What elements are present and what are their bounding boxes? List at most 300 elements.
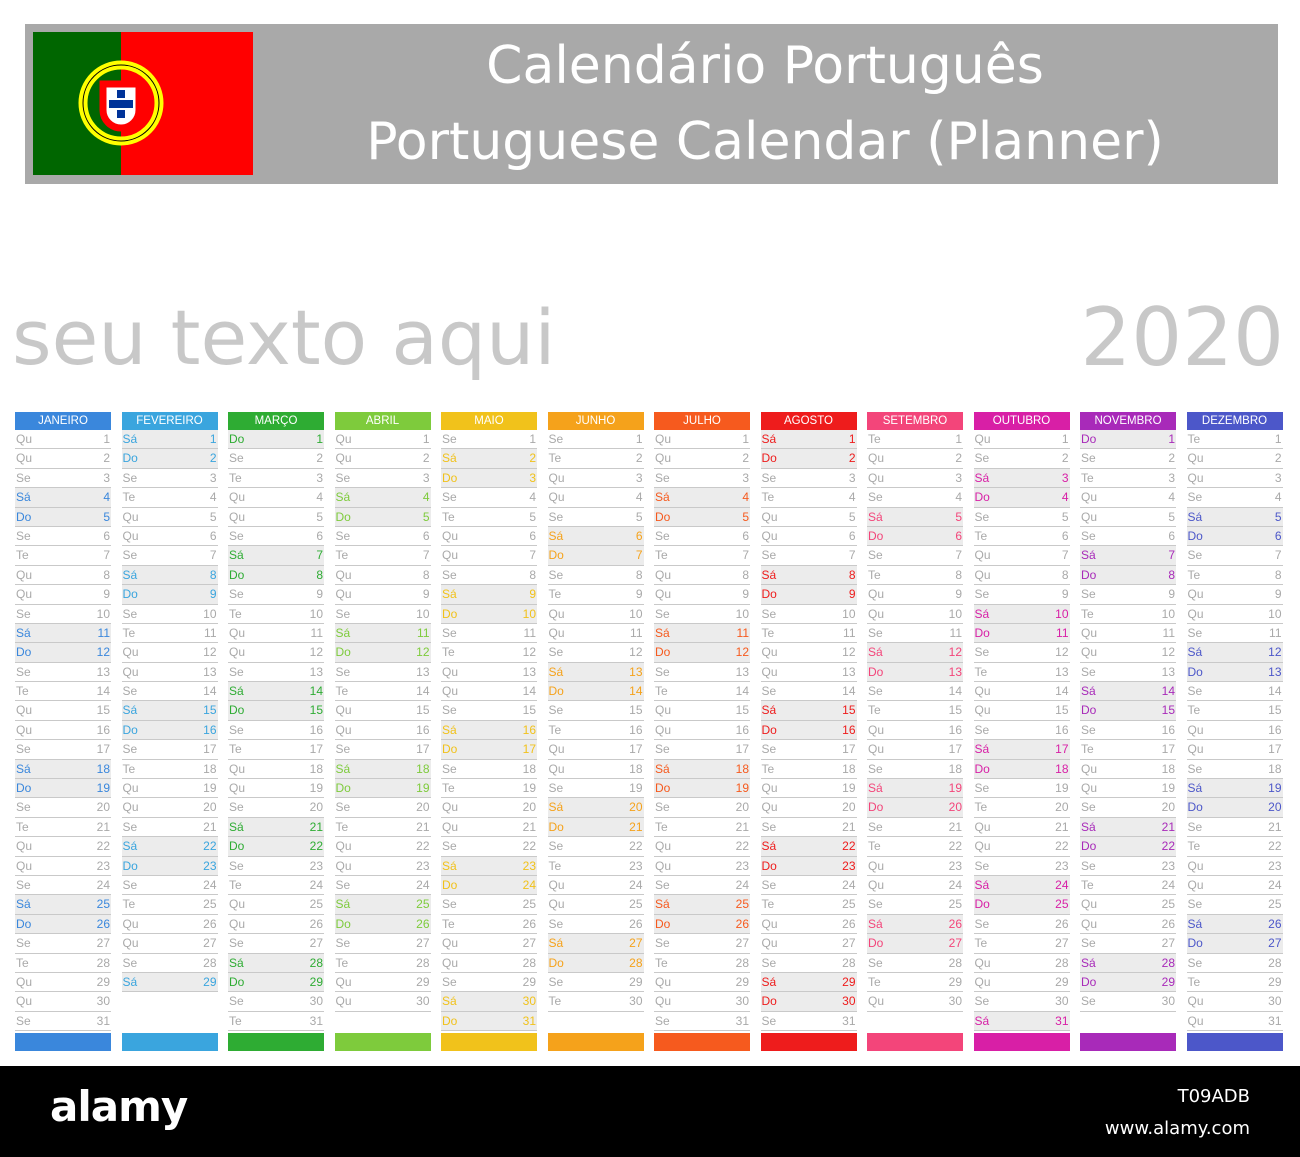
day-number: 13 <box>735 664 749 679</box>
day-number: 22 <box>1161 839 1175 854</box>
weekday-label: Qu <box>655 703 672 718</box>
day-row <box>122 915 218 934</box>
weekday-label: Se <box>16 606 31 621</box>
day-row <box>1080 701 1176 720</box>
weekday-label: Se <box>229 722 244 737</box>
day-number: 10 <box>416 606 430 621</box>
day-number: 8 <box>742 567 749 582</box>
day-number: 8 <box>955 567 962 582</box>
day-number: 22 <box>948 839 962 854</box>
day-row <box>548 508 644 527</box>
month-column-8 <box>761 412 857 1031</box>
day-number: 2 <box>848 451 856 466</box>
weekday-label: Te <box>548 451 562 466</box>
day-number: 9 <box>1168 587 1175 602</box>
month-header: MARÇO <box>228 412 324 430</box>
day-number: 26 <box>629 916 643 931</box>
month-column-3 <box>228 412 324 1031</box>
day-number: 8 <box>848 567 856 582</box>
day-row <box>867 624 963 643</box>
weekday-label: Do <box>335 509 351 524</box>
day-number: 2 <box>1168 451 1175 466</box>
weekday-label: Do <box>761 451 777 466</box>
day-row <box>761 430 857 449</box>
weekday-label: Do <box>1081 432 1097 446</box>
day-number: 24 <box>735 877 749 892</box>
weekday-label: Do <box>1187 528 1203 543</box>
day-number: 28 <box>96 955 110 970</box>
weekday-label: Te <box>229 877 242 892</box>
day-row <box>761 682 857 701</box>
day-row <box>15 701 111 720</box>
day-row <box>1187 895 1283 914</box>
day-row <box>654 779 750 798</box>
weekday-label: Te <box>868 432 881 446</box>
weekday-label: Se <box>1081 587 1096 602</box>
weekday-label: Qu <box>335 858 352 873</box>
day-number: 9 <box>955 587 962 602</box>
weekday-label: Te <box>655 684 668 699</box>
weekday-label: Qu <box>1187 451 1204 466</box>
day-number: 4 <box>529 490 536 505</box>
day-row <box>867 663 963 682</box>
day-number: 1 <box>635 432 643 446</box>
weekday-label: Te <box>1187 703 1201 718</box>
day-row <box>867 992 963 1011</box>
day-number: 2 <box>635 451 643 466</box>
weekday-label: Do <box>122 587 138 602</box>
day-number: 15 <box>203 703 217 718</box>
day-row <box>335 605 431 624</box>
day-row <box>122 527 218 546</box>
day-number: 20 <box>522 800 536 815</box>
weekday-label: Se <box>16 877 31 892</box>
weekday-label: Qu <box>868 587 885 602</box>
day-row <box>867 488 963 507</box>
day-number: 5 <box>635 509 643 524</box>
weekday-label: Qu <box>1187 877 1204 892</box>
day-row <box>1187 760 1283 779</box>
day-row <box>548 585 644 604</box>
day-row <box>441 895 537 914</box>
day-row <box>335 992 431 1011</box>
day-number: 3 <box>848 470 856 485</box>
weekday-label: Qu <box>1187 606 1204 621</box>
weekday-label: Te <box>761 490 775 505</box>
day-row <box>228 1012 324 1031</box>
day-number: 3 <box>529 470 536 485</box>
day-number: 23 <box>1055 858 1069 873</box>
weekday-label: Sá <box>442 587 457 602</box>
day-row <box>654 857 750 876</box>
weekday-label: Se <box>1081 800 1096 815</box>
day-row <box>122 798 218 817</box>
day-number: 15 <box>735 703 749 718</box>
weekday-label: Do <box>229 432 245 446</box>
day-row <box>761 934 857 953</box>
day-number: 29 <box>522 974 536 989</box>
weekday-label: Te <box>868 974 881 989</box>
day-row <box>441 779 537 798</box>
day-row <box>335 954 431 973</box>
day-number: 17 <box>522 742 536 757</box>
day-row <box>15 1012 111 1031</box>
weekday-label: Sá <box>868 645 883 660</box>
day-row <box>441 508 537 527</box>
day-row <box>1187 954 1283 973</box>
day-row <box>122 585 218 604</box>
weekday-label: Te <box>16 548 29 563</box>
weekday-label: Sá <box>1187 509 1203 524</box>
month-column-5 <box>441 412 537 1031</box>
day-number: 1 <box>742 432 749 446</box>
day-number: 20 <box>203 800 217 815</box>
weekday-label: Se <box>442 567 457 582</box>
day-row <box>654 934 750 953</box>
weekday-label: Se <box>229 858 244 873</box>
day-row <box>761 488 857 507</box>
weekday-label: Qu <box>1081 509 1098 524</box>
day-row <box>335 779 431 798</box>
day-row <box>654 449 750 468</box>
weekday-label: Se <box>974 587 990 602</box>
year-label: 2020 <box>1080 291 1284 384</box>
day-row <box>548 546 644 565</box>
day-number: 8 <box>1061 567 1069 582</box>
weekday-label: Te <box>122 490 136 505</box>
day-row <box>1080 449 1176 468</box>
day-number: 14 <box>948 684 962 699</box>
weekday-label: Do <box>335 645 351 660</box>
day-number: 28 <box>203 955 217 970</box>
day-number: 16 <box>96 722 110 737</box>
day-number: 26 <box>522 916 536 931</box>
weekday-label: Do <box>229 839 245 854</box>
weekday-label: Se <box>974 722 990 737</box>
weekday-label: Do <box>974 490 990 505</box>
month-header: FEVEREIRO <box>122 412 218 430</box>
day-row <box>867 760 963 779</box>
weekday-label: Se <box>1187 548 1203 563</box>
day-number: 20 <box>948 800 962 815</box>
weekday-label: Do <box>868 800 884 815</box>
day-row <box>974 469 1070 488</box>
day-row <box>761 449 857 468</box>
day-number: 14 <box>1268 684 1282 699</box>
weekday-label: Se <box>974 451 990 466</box>
day-number: 30 <box>735 994 749 1009</box>
day-row <box>761 1012 857 1031</box>
day-number: 19 <box>1268 781 1282 796</box>
day-number: 29 <box>1055 974 1069 989</box>
day-row <box>335 624 431 643</box>
weekday-label: Se <box>335 742 351 757</box>
weekday-label: Qu <box>335 567 352 582</box>
day-number: 2 <box>742 451 749 466</box>
day-row <box>761 527 857 546</box>
day-number: 12 <box>1055 645 1069 660</box>
day-number: 10 <box>522 606 536 621</box>
day-number: 11 <box>417 625 430 640</box>
day-row <box>548 992 644 1011</box>
weekday-label: Qu <box>1187 858 1204 873</box>
weekday-label: Se <box>548 509 564 524</box>
day-row <box>441 488 537 507</box>
day-row <box>335 798 431 817</box>
month-footer-bar <box>15 1033 111 1051</box>
day-row <box>867 643 963 662</box>
day-number: 4 <box>422 490 430 505</box>
day-row <box>974 566 1070 585</box>
day-row <box>335 643 431 662</box>
day-number: 19 <box>96 781 110 796</box>
weekday-label: Do <box>442 742 458 757</box>
day-row <box>228 934 324 953</box>
day-number: 27 <box>96 936 110 951</box>
day-row <box>228 798 324 817</box>
weekday-label: Qu <box>548 625 565 640</box>
day-number: 19 <box>629 781 643 796</box>
day-number: 5 <box>316 509 323 524</box>
weekday-label: Se <box>974 781 990 796</box>
day-row <box>548 624 644 643</box>
day-number: 1 <box>955 432 962 446</box>
day-number: 1 <box>848 432 856 446</box>
weekday-label: Te <box>16 684 29 699</box>
day-number: 26 <box>842 916 856 931</box>
day-row <box>1080 469 1176 488</box>
day-row <box>548 605 644 624</box>
day-number: 14 <box>522 684 536 699</box>
weekday-label: Te <box>761 761 775 776</box>
title-english: Portuguese Calendar (Planner) <box>366 112 1164 172</box>
day-row <box>335 740 431 759</box>
weekday-label: Sá <box>442 451 457 466</box>
day-row <box>1080 818 1176 837</box>
day-number: 10 <box>309 606 323 621</box>
day-number: 1 <box>209 432 217 446</box>
weekday-label: Se <box>1187 897 1203 912</box>
day-row <box>335 760 431 779</box>
day-row <box>15 643 111 662</box>
weekday-label: Se <box>122 606 138 621</box>
day-number: 25 <box>1161 897 1175 912</box>
weekday-label: Se <box>16 936 31 951</box>
weekday-label: Sá <box>761 567 777 582</box>
day-row <box>1187 1012 1283 1031</box>
weekday-label: Qu <box>761 645 778 660</box>
weekday-label: Se <box>335 877 351 892</box>
day-row <box>548 449 644 468</box>
weekday-label: Se <box>442 761 457 776</box>
weekday-label: Sá <box>122 432 138 446</box>
day-row <box>15 818 111 837</box>
day-row <box>228 740 324 759</box>
day-number: 16 <box>735 722 749 737</box>
weekday-label: Te <box>868 839 881 854</box>
day-number: 24 <box>948 877 962 892</box>
month-footer-bar <box>441 1033 537 1051</box>
weekday-label: Se <box>761 606 777 621</box>
weekday-label: Se <box>868 955 883 970</box>
weekday-label: Sá <box>229 819 244 834</box>
day-number: 27 <box>309 936 323 951</box>
day-number: 16 <box>1055 722 1069 737</box>
day-row <box>122 876 218 895</box>
day-row <box>974 876 1070 895</box>
weekday-label: Sá <box>1081 819 1096 834</box>
day-row <box>867 857 963 876</box>
weekday-label: Qu <box>122 800 139 815</box>
day-number: 20 <box>1055 800 1069 815</box>
day-row <box>122 488 218 507</box>
day-number: 16 <box>522 722 536 737</box>
weekday-label: Se <box>548 974 564 989</box>
day-row <box>548 469 644 488</box>
day-row <box>122 857 218 876</box>
day-row <box>974 798 1070 817</box>
day-row <box>654 818 750 837</box>
day-row <box>122 430 218 449</box>
day-number: 7 <box>209 548 217 563</box>
day-row <box>441 934 537 953</box>
weekday-label: Se <box>974 509 990 524</box>
day-number: 6 <box>209 528 217 543</box>
day-row <box>761 992 857 1011</box>
day-row <box>228 954 324 973</box>
day-number: 13 <box>1268 664 1282 679</box>
day-number: 2 <box>1061 451 1069 466</box>
weekday-label: Qu <box>761 664 778 679</box>
weekday-label: Do <box>229 974 245 989</box>
day-number: 7 <box>848 548 856 563</box>
day-row <box>761 973 857 992</box>
day-row <box>654 1012 750 1031</box>
day-row <box>1187 585 1283 604</box>
weekday-label: Qu <box>16 839 33 854</box>
weekday-label: Qu <box>442 684 459 699</box>
day-number: 30 <box>416 994 430 1009</box>
day-number: 5 <box>1168 509 1175 524</box>
weekday-label: Se <box>1187 955 1203 970</box>
weekday-label: Sá <box>229 955 244 970</box>
day-row <box>867 973 963 992</box>
day-row <box>441 449 537 468</box>
day-row <box>15 915 111 934</box>
day-number: 4 <box>209 490 217 505</box>
day-row <box>228 682 324 701</box>
day-number: 5 <box>209 509 217 524</box>
day-row <box>654 798 750 817</box>
day-row <box>441 585 537 604</box>
month-footer-bar <box>867 1033 963 1051</box>
weekday-label: Do <box>655 509 671 524</box>
day-row <box>15 779 111 798</box>
day-number: 26 <box>96 916 110 931</box>
day-number: 21 <box>629 819 643 834</box>
day-number: 21 <box>1161 819 1175 834</box>
day-row <box>761 469 857 488</box>
day-row <box>1080 624 1176 643</box>
day-row <box>1080 430 1176 449</box>
day-number: 26 <box>1268 916 1282 931</box>
day-number: 14 <box>203 684 217 699</box>
day-number: 9 <box>1274 587 1282 602</box>
day-number: 23 <box>735 858 749 873</box>
day-row <box>761 663 857 682</box>
weekday-label: Te <box>122 761 136 776</box>
day-row <box>974 701 1070 720</box>
weekday-label: Se <box>868 684 883 699</box>
weekday-label: Qu <box>16 722 33 737</box>
weekday-label: Qu <box>229 761 246 776</box>
month-footer-bar <box>1187 1033 1283 1051</box>
day-row <box>122 566 218 585</box>
day-row <box>228 566 324 585</box>
day-row <box>654 643 750 662</box>
day-row <box>1187 488 1283 507</box>
day-row <box>228 624 324 643</box>
weekday-label: Te <box>335 819 349 834</box>
day-number: 5 <box>955 509 962 524</box>
weekday-label: Qu <box>122 509 139 524</box>
day-row <box>1187 508 1283 527</box>
day-row <box>122 779 218 798</box>
weekday-label: Sá <box>335 490 351 505</box>
weekday-label: Do <box>548 548 564 563</box>
weekday-label: Qu <box>974 955 991 970</box>
day-row <box>974 585 1070 604</box>
day-row <box>1187 818 1283 837</box>
day-row <box>122 624 218 643</box>
day-number: 29 <box>629 974 643 989</box>
day-row <box>335 663 431 682</box>
day-row <box>761 566 857 585</box>
day-row <box>974 740 1070 759</box>
day-number: 25 <box>735 897 749 912</box>
day-row <box>1080 876 1176 895</box>
day-number: 5 <box>848 509 856 524</box>
day-row <box>974 508 1070 527</box>
day-number: 18 <box>203 761 217 776</box>
day-row <box>1187 430 1283 449</box>
weekday-label: Do <box>16 509 32 524</box>
weekday-label: Se <box>1081 528 1096 543</box>
weekday-label: Sá <box>655 897 670 912</box>
day-number: 6 <box>1168 528 1175 543</box>
day-row <box>867 430 963 449</box>
day-row <box>548 760 644 779</box>
weekday-label: Qu <box>335 587 352 602</box>
weekday-label: Qu <box>16 703 33 718</box>
weekday-label: Sá <box>335 625 351 640</box>
day-number: 28 <box>1055 955 1069 970</box>
day-number: 7 <box>1168 548 1175 563</box>
weekday-label: Se <box>655 664 670 679</box>
day-row <box>974 934 1070 953</box>
day-row <box>1187 605 1283 624</box>
day-number: 15 <box>629 703 643 718</box>
day-number: 4 <box>1168 490 1175 505</box>
weekday-label: Do <box>1187 936 1203 951</box>
weekday-label: Sá <box>1081 548 1096 563</box>
weekday-label: Do <box>655 781 671 796</box>
day-row <box>1187 527 1283 546</box>
portugal-flag-icon <box>33 32 253 175</box>
day-row <box>548 934 644 953</box>
day-number: 1 <box>1274 432 1282 446</box>
day-number: 20 <box>1268 800 1282 815</box>
